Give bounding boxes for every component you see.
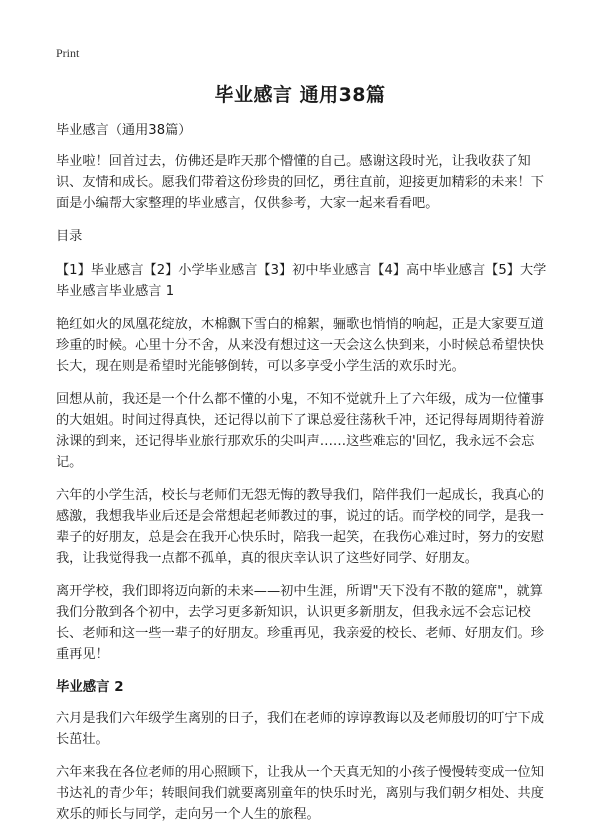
section2-paragraph: 六年来我在各位老师的用心照顾下，让我从一个天真无知的小孩子慢慢转变成一位知书达礼的青少年；转眼间我们就要离别童年的快乐时光，离别与我们朝夕相处、共度欢乐的师长与同学，走向另一个人生的旅程。 xyxy=(56,765,544,822)
section1-paragraph: 离开学校，我们即将迈向新的未来——初中生涯，所谓"天下没有不散的筵席"，就算我们分散到各个初中，去学习更多新知识，认识更多新朋友，但我永远不会忘记校长、老师和这一些一辈子的好朋友。珍重再见，我亲爱的校长、老师、好朋友们。珍重再见！ xyxy=(56,584,544,662)
article-body xyxy=(56,120,550,837)
section1-paragraph: 回想从前，我还是一个什么都不懂的小鬼，不知不觉就升上了六年级，成为一位懂事的大姐姐。时间过得真快，还记得以前下了课总爱往荡秋千冲，还记得每周期待着游泳课的到来，还记得毕业旅行那欢乐的尖叫声……这些难忘的'回忆，我永远不会忘记。 xyxy=(56,392,544,470)
section1-paragraph: 艳红如火的凤凰花绽放，木棉飘下雪白的棉絮，骊歌也悄悄的响起，正是大家要互道珍重的时候。心里十分不舍，从来没有想过这一天会这么快到来，小时候总希望快快长大，现在则是希望时光能够倒转，可以多享受小学生活的欢乐时光。 xyxy=(56,317,544,374)
section2-heading: 毕业感言 2 xyxy=(56,680,124,695)
table-of-contents[interactable]: 【1】毕业感言【2】小学毕业感言【3】初中毕业感言【4】高中毕业感言【5】大学毕业感言毕业感言 1 xyxy=(56,263,547,299)
article-subtitle: 毕业感言（通用38篇） xyxy=(56,123,192,138)
page-title: 毕业感言 通用38篇 xyxy=(214,84,386,106)
section1-paragraph: 六年的小学生活，校长与老师们无怨无悔的教导我们，陪伴我们一起成长，我真心的感激，我想我毕业后还是会常想起老师教过的事，说过的话。而学校的同学，是我一辈子的好朋友，总是会在我开心快乐时，陪我一起笑，在我伤心难过时，努力的安慰我，让我觉得我一点都不孤单，真的很庆幸认识了这些好同学、好朋友。 xyxy=(56,488,544,566)
section2-paragraph: 六月是我们六年级学生离别的日子，我们在老师的谆谆教诲以及老师殷切的叮宁下成长茁壮。 xyxy=(56,711,544,747)
intro-paragraph: 毕业啦！回首过去，仿佛还是昨天那个懵懂的自己。感谢这段时光，让我收获了知识、友情和成长。愿我们带着这份珍贵的回忆，勇往直前，迎接更加精彩的未来！下面是小编帮大家整理的毕业感言，仅供参考，大家一起来看看吧。 xyxy=(56,154,544,211)
print-link[interactable]: Print xyxy=(56,46,80,60)
toc-label: 目录 xyxy=(56,229,83,244)
